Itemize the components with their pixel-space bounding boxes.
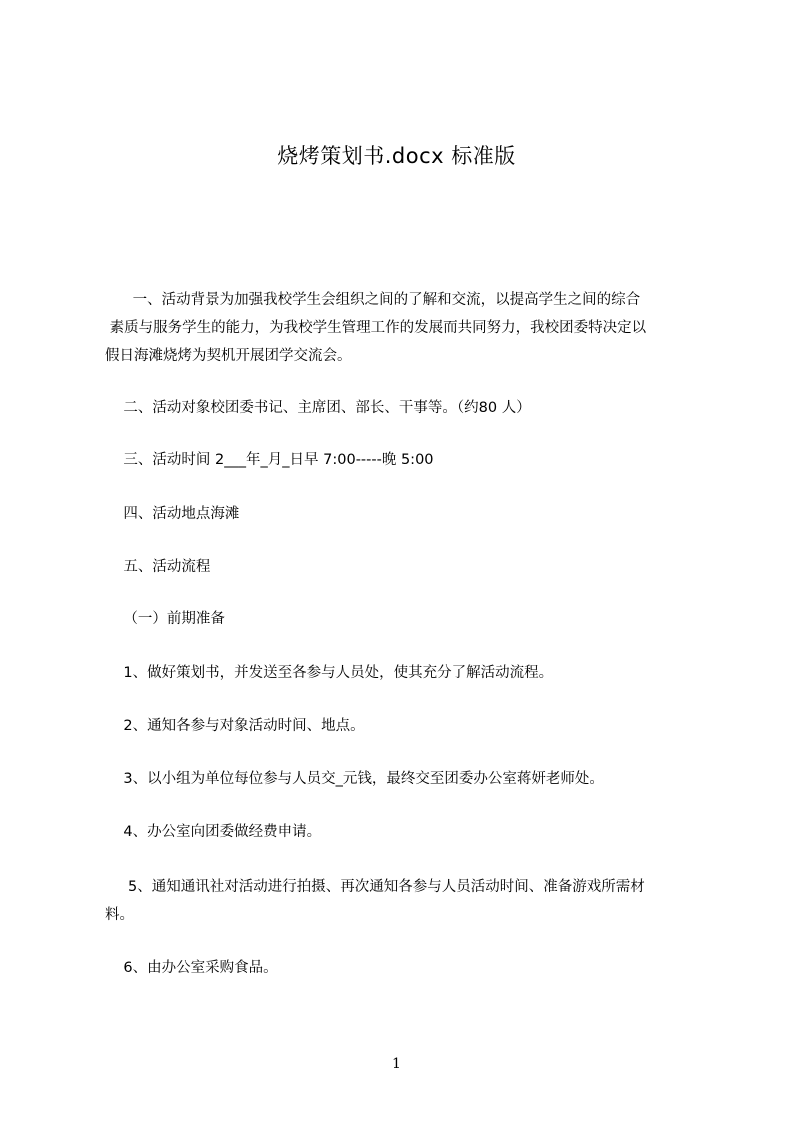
- text-line: 2、通知各参与对象活动时间、地点。: [105, 718, 365, 734]
- page-number: 1: [392, 1056, 401, 1072]
- paragraph-target: [105, 394, 690, 422]
- paragraph-background: [105, 286, 690, 370]
- text-line: 4、办公室向团委做经费申请。: [105, 824, 322, 840]
- paragraph-time: [105, 446, 690, 474]
- paragraph-preparation: [105, 605, 690, 633]
- paragraph-item-3: [105, 765, 690, 793]
- paragraph-item-5: [105, 873, 690, 929]
- text-line: 1、做好策划书，并发送至各参与人员处，使其充分了解活动流程。: [105, 665, 554, 681]
- text-line: 五、活动流程: [105, 559, 211, 575]
- text-line: 5、通知通讯社对活动进行拍摄、再次通知各参与人员活动时间、准备游戏所需材: [105, 879, 645, 895]
- paragraph-item-2: [105, 712, 690, 740]
- text-line: 料。: [105, 907, 134, 923]
- paragraph-process: [105, 553, 690, 581]
- paragraph-item-1: [105, 659, 690, 687]
- text-line: 6、由办公室采购食品。: [105, 960, 278, 976]
- text-line: 二、活动对象校团委书记、主席团、部长、干事等。（约80 人）: [105, 400, 531, 416]
- text-line: 一、活动背景为加强我校学生会组织之间的了解和交流，以提高学生之间的综合: [105, 292, 641, 308]
- paragraph-item-6: [105, 954, 690, 982]
- document-title: 烧烤策划书.docx 标准版: [277, 144, 516, 168]
- text-line: 素质与服务学生的能力，为我校学生管理工作的发展而共同努力，我校团委特决定以: [105, 320, 647, 336]
- text-line: （一）前期准备: [105, 611, 225, 627]
- paragraph-item-4: [105, 818, 690, 846]
- text-line: 假日海滩烧烤为契机开展团学交流会。: [105, 348, 352, 364]
- text-line: 四、活动地点海滩: [105, 506, 240, 522]
- paragraph-location: [105, 500, 690, 528]
- text-line: 3、以小组为单位每位参与人员交_元钱，最终交至团委办公室蒋妍老师处。: [105, 771, 604, 787]
- text-line: 三、活动时间 2___年_月_日早 7:00-----晚 5:00: [105, 452, 434, 468]
